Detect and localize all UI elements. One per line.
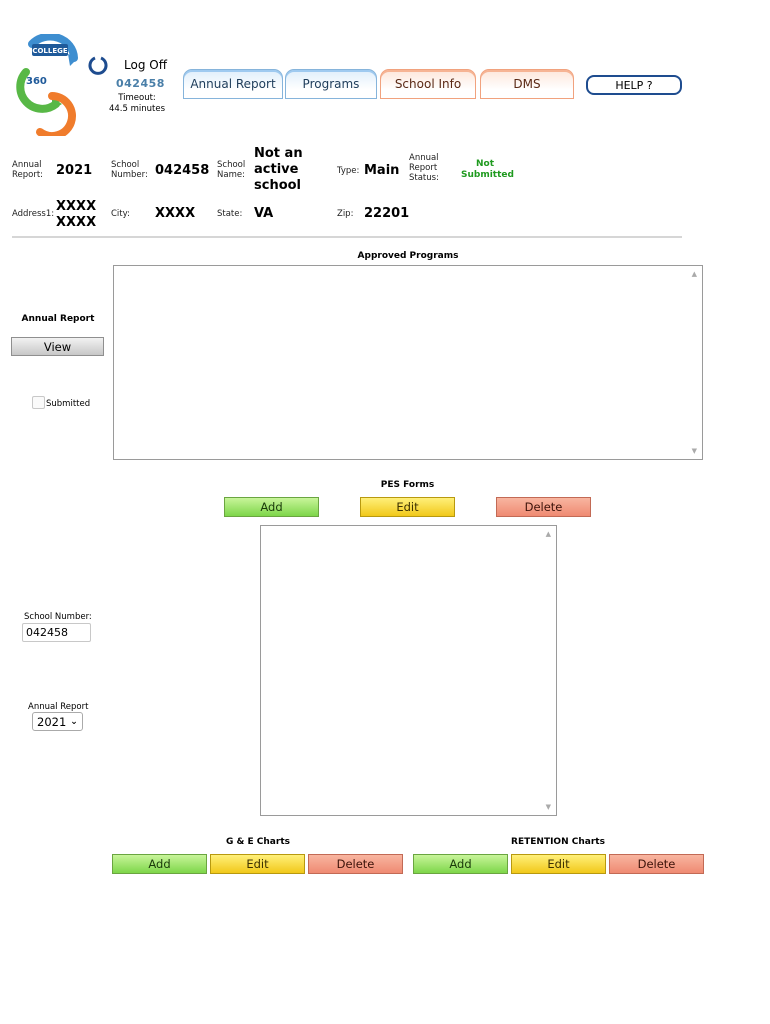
address-value: XXXX XXXX bbox=[56, 199, 97, 230]
logoff-icon[interactable] bbox=[88, 55, 108, 75]
city-label: City: bbox=[111, 209, 130, 219]
pes-forms-list[interactable] bbox=[260, 525, 557, 816]
approved-programs-list[interactable] bbox=[113, 265, 703, 460]
address-label: Address1: bbox=[12, 209, 55, 219]
school-number-field-label: School Number: bbox=[24, 612, 92, 622]
ge-delete-button[interactable]: Delete bbox=[308, 854, 403, 874]
zip-value: 22201 bbox=[364, 206, 410, 221]
logo-text-top: COLLEGE bbox=[32, 47, 68, 55]
pes-forms-title: PES Forms bbox=[380, 480, 435, 490]
pes-add-button[interactable]: Add bbox=[224, 497, 319, 517]
session-timeout bbox=[108, 93, 166, 115]
scroll-up-icon[interactable]: ▲ bbox=[691, 270, 697, 278]
tab-programs[interactable]: Programs bbox=[285, 69, 377, 99]
college-360-logo bbox=[12, 34, 84, 136]
type-label: Type: bbox=[337, 166, 360, 176]
report-status-value: Not Submitted bbox=[461, 159, 514, 180]
help-button[interactable]: HELP ? bbox=[586, 75, 682, 95]
pes-edit-button[interactable]: Edit bbox=[360, 497, 455, 517]
annual-report-select-value: 2021 bbox=[37, 714, 67, 729]
school-number-input[interactable]: 042458 bbox=[22, 623, 91, 642]
retention-charts-title: RETENTION Charts bbox=[511, 837, 605, 847]
account-number: 042458 bbox=[116, 77, 165, 90]
retention-edit-button[interactable]: Edit bbox=[511, 854, 606, 874]
submitted-label: Submitted bbox=[46, 399, 91, 409]
scroll-down-icon[interactable]: ▼ bbox=[691, 447, 697, 455]
retention-delete-button[interactable]: Delete bbox=[609, 854, 704, 874]
school-number-label: School Number: bbox=[111, 160, 148, 180]
state-value: VA bbox=[254, 206, 274, 221]
view-annual-report-button[interactable]: View bbox=[11, 337, 104, 356]
scroll-up-icon[interactable]: ▲ bbox=[545, 530, 551, 538]
approved-programs-title: Approved Programs bbox=[357, 251, 459, 261]
timeout-label: Timeout: bbox=[118, 93, 156, 103]
pes-delete-button[interactable]: Delete bbox=[496, 497, 591, 517]
annual-report-label: Annual Report: bbox=[12, 160, 44, 180]
annual-report-year: 2021 bbox=[56, 163, 93, 178]
tab-school-info[interactable]: School Info bbox=[380, 69, 476, 99]
logoff-link[interactable]: Log Off bbox=[124, 58, 167, 72]
school-name-label: School Name: bbox=[217, 160, 246, 180]
submitted-checkbox[interactable] bbox=[32, 396, 45, 409]
tab-dms[interactable]: DMS bbox=[480, 69, 574, 99]
annual-report-select-label: Annual Report bbox=[28, 702, 89, 712]
chevron-down-icon: ⌄ bbox=[70, 716, 78, 727]
divider bbox=[12, 236, 682, 238]
scroll-down-icon[interactable]: ▼ bbox=[545, 803, 551, 811]
ge-add-button[interactable]: Add bbox=[112, 854, 207, 874]
timeout-value: 44.5 minutes bbox=[108, 104, 166, 114]
school-name-value: Not an active school bbox=[254, 146, 303, 193]
logo-text-mid: 360 bbox=[26, 76, 47, 87]
retention-add-button[interactable]: Add bbox=[413, 854, 508, 874]
annual-report-select[interactable] bbox=[32, 712, 83, 731]
report-status-label: Annual Report Status: bbox=[409, 153, 439, 183]
annual-report-title: Annual Report bbox=[21, 314, 95, 324]
city-value: XXXX bbox=[155, 206, 196, 221]
school-number-value: 042458 bbox=[155, 163, 210, 178]
zip-label: Zip: bbox=[337, 209, 354, 219]
state-label: State: bbox=[217, 209, 243, 219]
type-value: Main bbox=[364, 163, 400, 178]
ge-edit-button[interactable]: Edit bbox=[210, 854, 305, 874]
ge-charts-title: G & E Charts bbox=[226, 837, 290, 847]
tab-annual-report[interactable]: Annual Report bbox=[183, 69, 283, 99]
